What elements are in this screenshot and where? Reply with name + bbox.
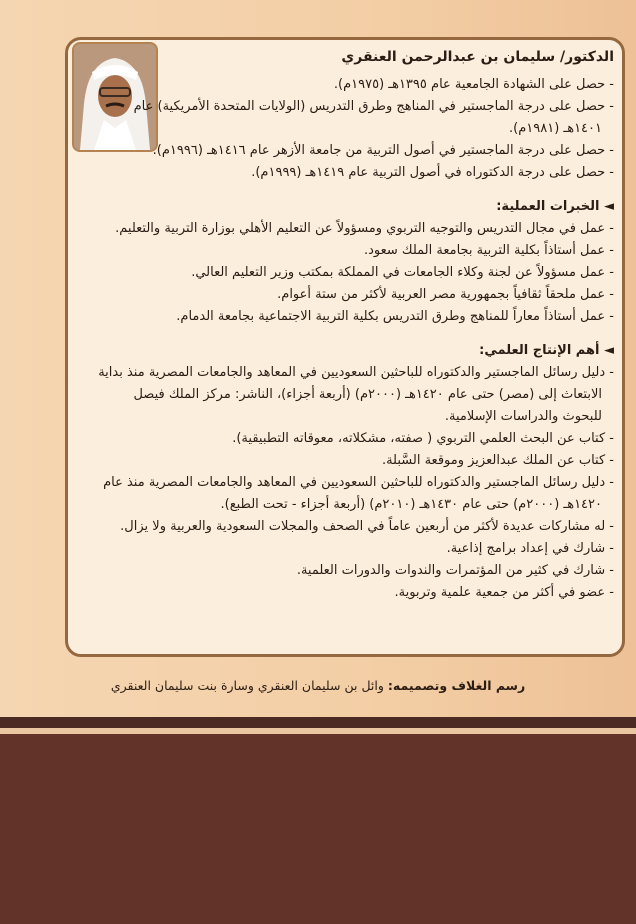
list-item <box>94 516 614 538</box>
list-item-text: حصل على الشهادة الجامعية عام ١٣٩٥هـ (١٩٧٥م). <box>333 77 606 92</box>
cover-credit <box>0 678 636 693</box>
list-item-text: شارك في كثير من المؤتمرات والندوات والدورات العلمية. <box>296 563 606 578</box>
list-item <box>94 74 614 96</box>
list-item <box>94 218 614 240</box>
credit-label: رسم الغلاف وتصميمه: <box>387 678 526 693</box>
education-list <box>94 74 614 184</box>
dash-bullet: - <box>609 165 614 180</box>
production-list <box>94 362 614 604</box>
production-heading <box>94 340 614 362</box>
list-item-text: عمل مسؤولاً عن لجنة وكلاء الجامعات في المملكة بمكتب وزير التعليم العالي. <box>191 265 606 280</box>
list-item <box>94 284 614 306</box>
dash-bullet: - <box>609 431 614 446</box>
list-item <box>94 428 614 450</box>
list-item <box>94 472 614 516</box>
list-item-text: له مشاركات عديدة لأكثر من أربعين عاماً في الصحف والمجلات السعودية والعربية ولا يزال. <box>120 519 606 534</box>
list-item-text: كتاب عن البحث العلمي التربوي ( صفته، مشكلاته، معوقاته التطبيقية). <box>232 431 606 446</box>
dash-bullet: - <box>609 453 614 468</box>
list-item-text: دليل رسائل الماجستير والدكتوراه للباحثين السعوديين في المعاهد والجامعات المصرية منذ بداية الابتعاث إلى (مصر) حتى عام ١٤٢٠هـ (٢٠٠٠م) (أربعة أجزاء)، الناشر: مركز الملك فيصل للبحوث والدراسات الإسلامية. <box>98 365 606 424</box>
list-item <box>94 240 614 262</box>
divider-stripe <box>0 717 636 728</box>
dash-bullet: - <box>609 309 614 324</box>
list-item <box>94 582 614 604</box>
triangle-marker-icon: ◄ <box>604 343 614 358</box>
author-name-heading: الدكتور/ سليمان بن عبدالرحمن العنقري <box>341 49 614 65</box>
list-item-text: عمل ملحقاً ثقافياً بجمهورية مصر العربية لأكثر من ستة أعوام. <box>277 287 606 302</box>
dash-bullet: - <box>609 99 614 114</box>
experience-list <box>94 218 614 328</box>
dash-bullet: - <box>609 221 614 236</box>
list-item <box>94 538 614 560</box>
experience-heading <box>94 196 614 218</box>
dash-bullet: - <box>609 77 614 92</box>
list-item <box>94 96 614 140</box>
cover-bottom-panel <box>0 734 636 924</box>
list-item-text: عمل في مجال التدريس والتوجيه التربوي ومسؤولاً عن التعليم الأهلي بوزارة التربية والتعليم. <box>115 221 606 236</box>
dash-bullet: - <box>609 541 614 556</box>
dash-bullet: - <box>609 563 614 578</box>
list-item-text: كتاب عن الملك عبدالعزيز وموقعة السَّبلة. <box>381 453 606 468</box>
list-item <box>94 262 614 284</box>
list-item <box>94 306 614 328</box>
list-item <box>94 560 614 582</box>
dash-bullet: - <box>609 265 614 280</box>
dash-bullet: - <box>609 365 614 380</box>
bio-content <box>94 46 614 604</box>
dash-bullet: - <box>609 287 614 302</box>
list-item <box>94 450 614 472</box>
list-item-text: دليل رسائل الماجستير والدكتوراه للباحثين السعوديين في المعاهد والجامعات المصرية منذ عام ١٤٢٠هـ (٢٠٠٠م) حتى عام ١٤٣٠هـ (٢٠١٠م) (أربعة أجزاء - تحت الطبع). <box>103 475 606 512</box>
list-item-text: حصل على درجة الماجستير في أصول التربية من جامعة الأزهر عام ١٤١٦هـ (١٩٩٦م). <box>152 143 606 158</box>
credit-names: وائل بن سليمان العنقري وسارة بنت سليمان العنقري <box>110 678 384 693</box>
dash-bullet: - <box>609 475 614 490</box>
list-item-text: حصل على درجة الماجستير في المناهج وطرق التدريس (الولايات المتحدة الأمريكية) عام ١٤٠١هـ (١٩٨١م). <box>133 99 606 136</box>
dash-bullet: - <box>609 243 614 258</box>
list-item-text: عمل أستاذاً بكلية التربية بجامعة الملك سعود. <box>363 243 606 258</box>
list-item-text: شارك في إعداد برامج إذاعية. <box>446 541 606 556</box>
list-item <box>94 362 614 428</box>
list-item-text: حصل على درجة الدكتوراه في أصول التربية عام ١٤١٩هـ (١٩٩٩م). <box>251 165 606 180</box>
experience-heading-text: الخبرات العملية: <box>496 199 600 214</box>
list-item <box>94 140 614 162</box>
dash-bullet: - <box>609 519 614 534</box>
dash-bullet: - <box>609 585 614 600</box>
list-item-text: عمل أستاذاً معاراً للمناهج وطرق التدريس بكلية التربية الاجتماعية بجامعة الدمام. <box>176 309 606 324</box>
production-heading-text: أهم الإنتاج العلمي: <box>479 343 600 358</box>
dash-bullet: - <box>609 143 614 158</box>
triangle-marker-icon: ◄ <box>604 199 614 214</box>
list-item-text: عضو في أكثر من جمعية علمية وتربوية. <box>394 585 606 600</box>
list-item <box>94 162 614 184</box>
